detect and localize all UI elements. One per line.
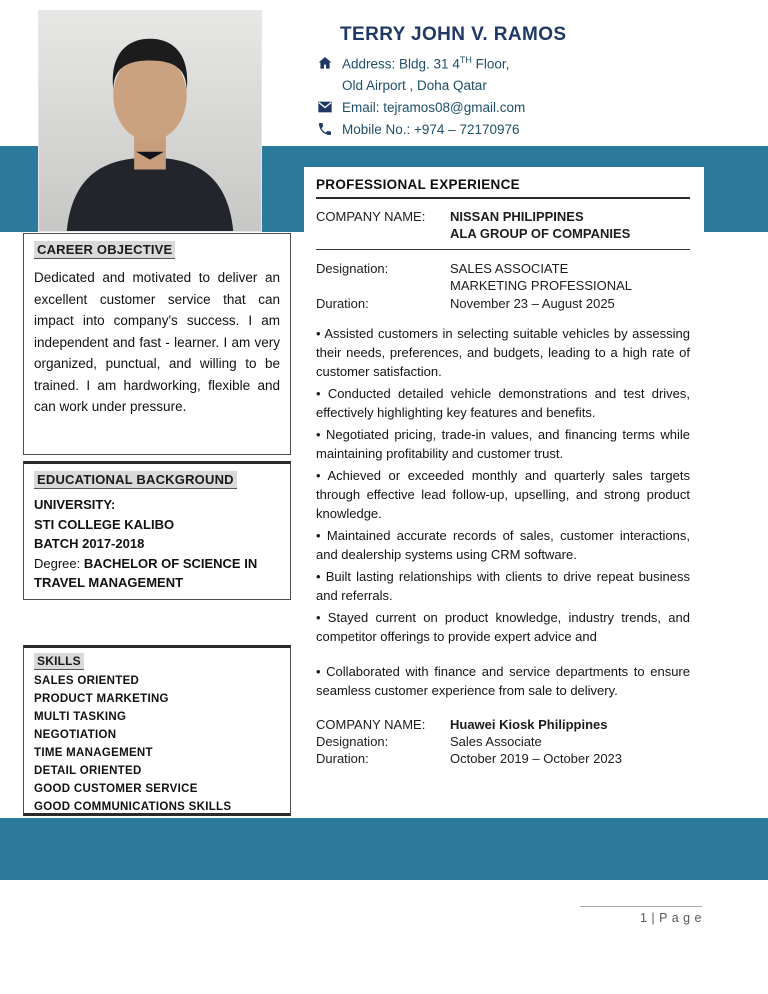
job2-designation-label: Designation: [316, 734, 389, 749]
experience-title: PROFESSIONAL EXPERIENCE [316, 177, 690, 199]
education-details [34, 495, 280, 593]
mail-icon [316, 99, 333, 116]
degree-label: Degree: [34, 555, 81, 571]
bullet-item: • Achieved or exceeded monthly and quarterly sales targets through effective lead follow-up, upselling, and strong product knowledge. [316, 466, 690, 523]
skill-item: TIME MANAGEMENT [34, 747, 153, 759]
job1-company-block [316, 208, 690, 250]
job2-designation-row [316, 733, 690, 750]
mobile-text: Mobile No.: +974 – 72170976 [342, 121, 520, 137]
education-school: STI COLLEGE KALIBO [34, 516, 175, 532]
career-objective-title: CAREER OBJECTIVE [34, 241, 175, 259]
skills-section [23, 645, 291, 816]
skill-item: GOOD COMMUNICATIONS SKILLS [34, 801, 232, 813]
degree-value: BACHELOR OF SCIENCE IN TRAVEL MANAGEMENT [34, 555, 258, 590]
job1-duration-row [316, 295, 690, 312]
job2-company-name: Huawei Kiosk Philippines [450, 717, 608, 732]
career-objective-text: Dedicated and motivated to deliver an excellent customer service that can impact into company's success. I am independent and fast - learner. I am very organized, punctual, and willing to be trained. I am hardworking, flexible and can work under pressure. [34, 270, 280, 414]
education-section [23, 461, 291, 600]
career-objective-heading [34, 242, 280, 257]
skill-item: NEGOTIATION [34, 729, 117, 741]
education-title: EDUCATIONAL BACKGROUND [34, 471, 237, 489]
profile-photo [38, 10, 262, 232]
job2-company-row [316, 716, 690, 733]
skills-list [34, 672, 280, 816]
job2-block [316, 716, 690, 767]
bullet-item: • Conducted detailed vehicle demonstrations and test drives, effectively highlighting key features and benefits. [316, 384, 690, 422]
phone-row [316, 118, 525, 140]
contact-info [316, 52, 525, 140]
job1-designation-row [316, 260, 690, 294]
job2-duration-label: Duration: [316, 751, 369, 766]
bullet-item: • Collaborated with finance and service departments to ensure seamless customer experience from sale to delivery. [316, 662, 690, 700]
portrait-illustration [39, 11, 261, 231]
job1-bullet-list [316, 324, 690, 700]
candidate-name: TERRY JOHN V. RAMOS [340, 24, 567, 45]
job2-company-label: COMPANY NAME: [316, 717, 426, 732]
job1-duration-label: Duration: [316, 296, 369, 311]
email-row [316, 96, 525, 118]
phone-icon [316, 121, 333, 138]
experience-section [304, 167, 704, 781]
bullet-item: • Stayed current on product knowledge, industry trends, and competitor offerings to provide expert advice and [316, 608, 690, 646]
email-text: Email: tejramos08@gmail.com [342, 99, 526, 115]
job2-designation-value: Sales Associate [450, 734, 542, 749]
career-objective-section [23, 233, 291, 455]
job1-company-name: NISSAN PHILIPPINES ALA GROUP OF COMPANIES [450, 209, 631, 241]
education-university-label: UNIVERSITY: [34, 497, 116, 512]
skills-title: SKILLS [34, 653, 84, 670]
job1-company-label: COMPANY NAME: [316, 209, 426, 224]
job2-duration-value: October 2019 – October 2023 [450, 751, 623, 766]
address-line1: Address: Bldg. 31 4TH Floor, [342, 54, 510, 72]
bullet-item: • Assisted customers in selecting suitable vehicles by assessing their needs, preferences, and budgets, leading to a high rate of customer satisfaction. [316, 324, 690, 381]
skill-item: SALES ORIENTED [34, 675, 140, 687]
bullet-item: • Built lasting relationships with clients to drive repeat business and referrals. [316, 567, 690, 605]
address-line2: Old Airport , Doha Qatar [342, 77, 487, 93]
job1-meta [316, 260, 690, 312]
job1-designation-label: Designation: [316, 261, 389, 276]
skill-item: PRODUCT MARKETING [34, 693, 169, 705]
page-number: 1 | P a g e [639, 911, 702, 925]
skill-item: DETAIL ORIENTED [34, 765, 142, 777]
education-batch: BATCH 2017-2018 [34, 536, 145, 551]
footer-divider [580, 906, 702, 907]
job2-duration-row [316, 750, 690, 767]
bullet-item: • Maintained accurate records of sales, customer interactions, and dealership systems using CRM software. [316, 526, 690, 564]
job1-duration-value: November 23 – August 2025 [450, 296, 615, 311]
education-heading [34, 472, 280, 487]
education-degree [34, 554, 280, 593]
address-row [316, 52, 525, 74]
job1-designation-value: SALES ASSOCIATE MARKETING PROFESSIONAL [450, 261, 633, 293]
bullet-item: • Negotiated pricing, trade-in values, and financing terms while maintaining profitability and customer trust. [316, 425, 690, 463]
home-icon [316, 55, 333, 72]
skills-heading [34, 654, 280, 668]
skill-item: GOOD CUSTOMER SERVICE [34, 783, 198, 795]
address-row-2 [316, 74, 525, 96]
bottom-accent-band [0, 818, 768, 880]
skill-item: MULTI TASKING [34, 711, 127, 723]
